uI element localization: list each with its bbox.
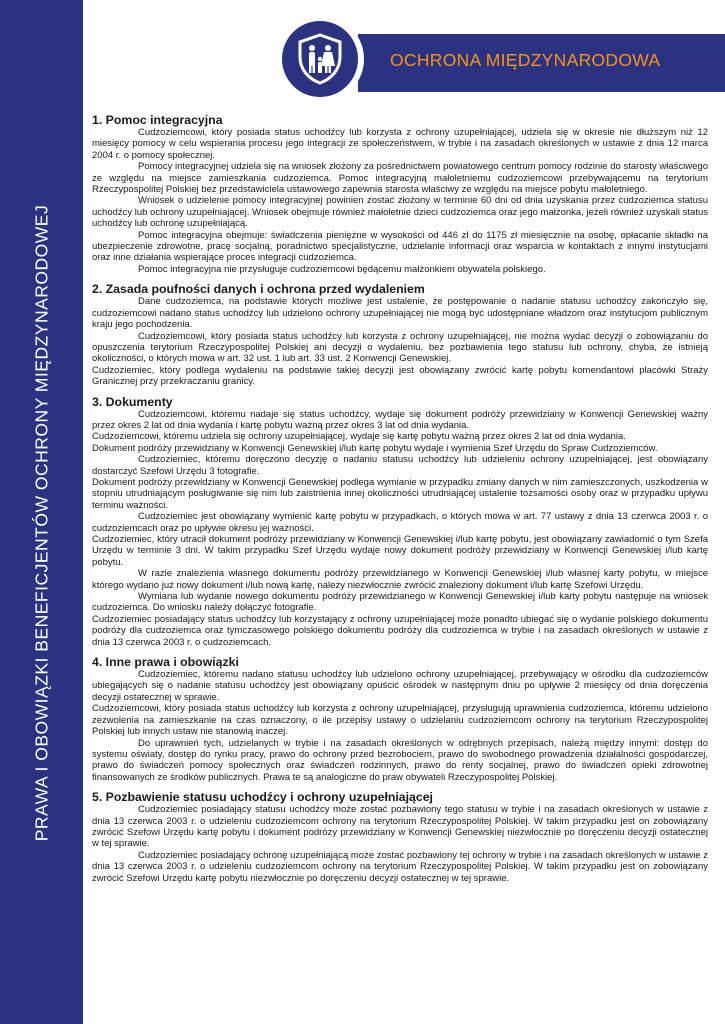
- paragraph: Wniosek o udzielenie pomocy integracyjnej powinien zostać złożony w terminie 60 dni od dnia uzyskania przez cudzoziemca statusu uchodźcy lub ochrony uzupełniającej. Wniosek obejmuje również małoletnie dzieci cudzoziemca oraz jego małżonka, jeżeli również uzyskali status uchodźcy lub ochronę uzupełniającą.: [92, 195, 708, 230]
- family-shield-icon: [297, 33, 343, 85]
- page-title: OCHRONA MIĘDZYNARODOWA: [390, 50, 661, 70]
- paragraph: Cudzoziemcowi, któremu nadaje się status uchodźcy, wydaje się dokument podróży przewidziany w Konwencji Genewskiej ważny przez okres 2 lat od dnia wydania i kartę pobytu ważną przez okres 3 lat od dnia wydania.: [92, 408, 708, 431]
- paragraph: Cudzoziemiec, któremu doręczono decyzję o nadaniu statusu uchodźcy lub udzieleniu ochrony uzupełniającej, jest obowiązany dostarczyć Szefowi Urzędu 3 fotografie.: [92, 454, 708, 477]
- paragraph: Cudzoziemcowi, który posiada status uchodźcy lub korzysta z ochrony uzupełniającej, przysługują uprawnienia cudzoziemca, któremu udzielono zezwolenia na zamieszkanie na czas oznaczony, o ile przepisy ustawy o udzielaniu cudzoziemcom ochrony na terytorium Rzeczypospolitej Polskiej lub innych ustaw nie stanowią inaczej.: [92, 703, 708, 738]
- document-body: [92, 114, 708, 892]
- paragraph: Pomoc integracyjna nie przysługuje cudzoziemcowi będącemu małżonkiem obywatela polskiego.: [138, 263, 546, 275]
- sidebar: [0, 0, 83, 1024]
- paragraph: Pomocy integracyjnej udziela się na wniosek złożony za pośrednictwem powiatowego centrum pomocy rodzinie do starosty właściwego ze względu na miejsce zamieszkania cudzoziemca. Pomoc integracyjną małoletniemu cudzoziemcowi przebywającemu na terytorium Rzeczypospolitej Polskiej bez przedstawiciela ustawowego zapewnia starosta właściwy ze względu na miejsce pobytu małoletniego.: [92, 161, 708, 196]
- paragraph: W razie znalezienia własnego dokumentu podróży przewidzianego w Konwencji Genewskiej i/lub własnej karty pobytu, w miejsce którego wydano już nowy dokument i/lub nową kartę, należy niezwłocznie zwrócić znaleziony dokument i/lub kartę Szefowi Urzędu.: [92, 568, 708, 591]
- section-heading: 1. Pomoc integracyjna: [92, 113, 223, 127]
- paragraph: Dokument podróży przewidziany w Konwencji Genewskiej i/lub kartę pobytu wydaje i wymienia Szef Urzędu do Spraw Cudzoziemców.: [92, 442, 658, 454]
- paragraph: Cudzoziemiec, któremu nadano statusu uchodźcy lub udzielono ochrony uzupełniającej, przebywający w ośrodku dla cudzoziemców ubiegających się o nadanie statusu uchodźcy jest obowiązany opuścić ośrodek w następnym dniu po upływie 2 miesięcy od dnia doręczenia decyzji ostatecznej w sprawie.: [92, 669, 708, 703]
- paragraph: Do uprawnień tych, udzielanych w trybie i na zasadach określonych w odrębnych przepisach, należą między innymi: dostęp do systemu oświaty, dostęp do rynku pracy, prawo do ochrony przed bezrobociem, prawo do swobodnego prowadzenia działalności gospodarczej, prawo do świadczeń pomocy społecznych oraz świadczeń rodzinnych, prawo do renty socjalnej, prawo do świadczeń opieki zdrowotnej finansowanych ze środków publicznych. Prawa te są analogiczne do praw obywateli Rzeczypospolitej Polskiej.: [92, 737, 708, 783]
- section-5: [92, 791, 708, 884]
- paragraph: Cudzoziemiec, który utracił dokument podróży przewidziany w Konwencji Genewskiej i/lub kartę pobytu, jest obowiązany zawiadomić o tym Szefa Urzędu w terminie 3 dni. W takim przypadku Szef Urzędu wydaje nowy dokument podróży przewidziany w Konwencji Genewskiej i/lub kartę pobytu.: [92, 534, 708, 568]
- section-heading: 5. Pozbawienie statusu uchodźcy i ochrony uzupełniającej: [92, 790, 433, 805]
- paragraph: Cudzoziemcowi, który posiada status uchodźcy lub korzysta z ochrony uzupełniającej, nie można wydać decyzji o zobowiązaniu do opuszczenia terytorium Rzeczypospolitej Polskiej ani decyzji o wydaleniu, bez pozbawienia tego statusu lub ochrony, chyba, że istnieją okoliczności, o których mowa w art. 32 ust. 1 lub art. 33 ust. 2 Konwencji Genewskiej.: [92, 330, 708, 365]
- section-2: [92, 283, 708, 387]
- section-heading: 2. Zasada poufności danych i ochrona przed wydaleniem: [92, 282, 425, 297]
- paragraph: Dane cudzoziemca, na podstawie których możliwe jest ustalenie, że postępowanie o nadanie statusu uchodźcy zakończyło się, cudzoziemcowi nadano status uchodźcy lub udzielono ochrony uzupełniającej nie mogą być udostępniane władzom oraz instytucjom publicznym kraju jego pochodzenia.: [92, 296, 708, 331]
- paragraph: Dokument podróży przewidziany w Konwencji Genewskiej podlega wymianie w przypadku zmiany danych w nim zamieszczonych, uszkodzenia w stopniu utrudniającym posługiwanie się nim lub zaistnienia innej okoliczności utrudniającej ustalenie tożsamości osoby oraz w przypadku upływu terminu ważności.: [92, 476, 708, 511]
- section-1: [92, 114, 708, 275]
- section-3: [92, 396, 708, 649]
- paragraph: Cudzoziemiec, który podlega wydaleniu na podstawie takiej decyzji jest obowiązany zwrócić kartę pobytu komendantowi placówki Straży Granicznej przy przekraczaniu granicy.: [92, 364, 708, 388]
- paragraph: Cudzoziemcowi, któremu udziela się ochrony uzupełniającej, wydaje się kartę pobytu ważną przez okres 2 lat od dnia wydania.: [92, 431, 626, 443]
- paragraph: Pomoc integracyjna obejmuje: świadczenia pieniężne w wysokości od 446 zł do 1175 zł miesięcznie na osobę, opłacanie składki na ubezpieczenie zdrowotne, pracę socjalną, poradnictwo specjalistyczne, udzielanie informacji oraz wsparcia w kontaktach z innymi instytucjami oraz inne działania wspierające proces integracji cudzoziemca.: [92, 229, 708, 264]
- paragraph: Wymiana lub wydanie nowego dokumentu podróży przewidzianego w Konwencji Genewskiej i/lub karty pobytu następuje na wniosek cudzoziemca. Do wniosku należy dołączyć fotografie.: [92, 591, 708, 614]
- paragraph: Cudzoziemiec posiadający ochronę uzupełniającą może zostać pozbawiony tej ochrony w trybie i na zasadach określonych w ustawie z dnia 13 czerwca 2003 r. o udzieleniu cudzoziemcom ochrony na terytorium Rzeczypospolitej Polskiej. W takim przypadku jest on zobowiązany zwrócić Szefowi Urzędu kartę pobytu niezwłocznie po doręczeniu decyzji ostatecznej w tej sprawie.: [92, 849, 708, 884]
- paragraph: Cudzoziemcowi, który posiada status uchodźcy lub korzysta z ochrony uzupełniającej, udziela się w okresie nie dłuższym niż 12 miesięcy pomocy w celu wspierania procesu jego integracji ze społeczeństwem, w trybie i na zasadach określonych w ustawie z dnia 12 marca 2004 r. o pomocy społecznej.: [92, 127, 708, 161]
- paragraph: Cudzoziemiec posiadający statusu uchodźcy może zostać pozbawiony tego statusu w trybie i na zasadach określonych w ustawie z dnia 13 czerwca 2003 r. o udzieleniu cudzoziemcom ochrony na terytorium Rzeczypospolitej Polskiej. W takim przypadku jest on zobowiązany zwrócić Szefowi Urzędu kartę pobytu i dokument podróży przewidziany w Konwencji Genewskiej niezwłocznie po doręczeniu decyzji ostatecznej w tej sprawie.: [92, 804, 708, 850]
- sidebar-vertical-title: PRAWA I OBOWIĄZKI BENEFICJENTÓW OCHRONY MIĘDZYNARODOWEJ: [31, 204, 52, 842]
- section-4: [92, 656, 708, 783]
- section-heading: 4. Inne prawa i obowiązki: [92, 655, 239, 670]
- section-heading: 3. Dokumenty: [92, 394, 173, 409]
- paragraph: Cudzoziemiec jest obowiązany wymienić kartę pobytu w przypadkach, o których mowa w art. 77 ustawy z dnia 13 czerwca 2003 r. o cudzoziemcach oraz po upływie okresu jej ważności.: [92, 511, 708, 534]
- paragraph: Cudzoziemiec posiadający status uchodźcy lub korzystający z ochrony uzupełniającej może ponadto ubiegać się o wydanie polskiego dokumentu podróży dla cudzoziemca oraz tymczasowego polskiego dokumentu podróży dla cudzoziemca w trybie i na zasadach określonych w ustawie z dnia 13 czerwca 2003 r. o cudzoziemcach.: [92, 613, 708, 648]
